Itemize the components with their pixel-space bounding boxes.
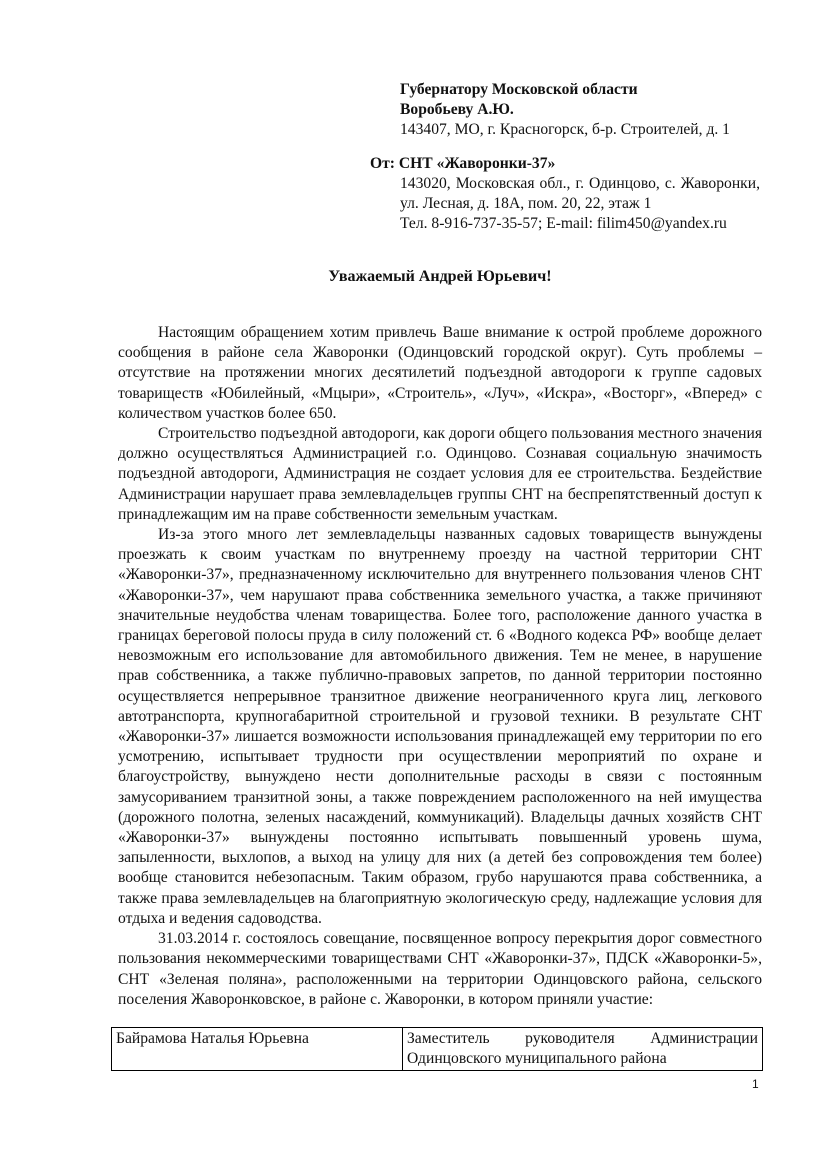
greeting: Уважаемый Андрей Юрьевич! <box>328 268 552 285</box>
page-number: 1 <box>752 1077 759 1091</box>
paragraph: 31.03.2014 г. состоялось совещание, посвященное вопросу перекрытия дорог совместного пользования некоммерческими товариществами СНТ «Жаворонки-37», ПДСК «Жаворонки-5», СНТ «Зеленая поляна», расположенными на территории Одинцовского района, сельского поселения Жаворонковское, в районе с. Жаворонки, в котором приняли участие: <box>118 930 762 1008</box>
addressee-address: 143407, МО, г. Красногорск, б-р. Строителей, д. 1 <box>400 121 730 138</box>
participant-position: Заместитель руководителя Администрации Одинцовского муниципального района <box>403 1028 763 1071</box>
addressee-title: Губернатору Московской области <box>400 81 638 98</box>
paragraph: Из-за этого много лет землевладельцы названных садовых товариществ вынуждены проезжать к своим участкам по внутреннему проезду на частной территории СНТ «Жаворонки-37», предназначенному исключительно для внутреннего пользования членов СНТ «Жаворонки-37», чем нарушают права собственника земельного участка, а также причиняют значительные неудобства членам товарищества. Более того, расположение данного участка в границах береговой полосы пруда в силу положений ст. 6 «Водного кодекса РФ» вообще делает невозможным его использование для автомобильного движения. Тем не менее, в нарушение прав собственника, а также публично-правовых запретов, по данной территории постоянно осуществляется непрерывное транзитное движение неограниченного круга лиц, легкового автотранспорта, крупногабаритной строительной и грузовой техники. В результате СНТ «Жаворонки-37» лишается возможности использования принадлежащей ему территории по его усмотрению, испытывает трудности при осуществлении мероприятий по охране и благоустройству, вынуждено нести дополнительные расходы в связи с постоянным замусориванием транзитной зоны, а также повреждением расположенного на ней имущества (дорожного полотна, зеленых насаждений, коммуникаций). Владельцы дачных хозяйств СНТ «Жаворонки-37» вынуждены постоянно испытывать повышенный уровень шума, запыленности, выхлопов, а выход на улицу для них (а детей без сопровождения тем более) вообще становится небезопасным. Таким образом, грубо нарушаются права собственника, а также права землевладельцев на благоприятную экологическую среду, надлежащие условия для отдыха и ведения садоводства. <box>118 526 762 927</box>
paragraph: Настоящим обращением хотим привлечь Ваше внимание к острой проблеме дорожного сообщения в районе села Жаворонки (Одинцовский городской округ). Суть проблемы – отсутствие на протяжении многих десятилетий подъездной автодороги к группе садовых товариществ «Юбилейный, «Мцыри», «Строитель», «Луч», «Искра», «Восторг», «Вперед» с количеством участков более 650. <box>118 324 762 422</box>
sender-contacts: Тел. 8-916-737-35-57; E-mail: filim450@yandex.ru <box>400 215 727 232</box>
sender-block <box>370 154 760 234</box>
sender-address: 143020, Московская обл., г. Одинцово, с. Жаворонки, ул. Лесная, д. 18А, пом. 20, 22, этаж 1 <box>400 175 760 212</box>
paragraph: Строительство подъездной автодороги, как дороги общего пользования местного значения должно осуществляться Администрацией г.о. Одинцово. Сознавая социальную значимость подъездной автодороги, Администрация не создает условия для ее строительства. Бездействие Администрации нарушает права землевладельцев группы СНТ на беспрепятственный доступ к принадлежащим им на праве собственности земельным участкам. <box>118 425 762 523</box>
addressee-block <box>400 80 760 140</box>
addressee-name: Воробьеву А.Ю. <box>400 101 514 118</box>
sender-title: От: СНТ «Жаворонки-37» <box>370 155 556 172</box>
participants-table <box>111 1027 763 1071</box>
letter-body <box>118 323 762 1010</box>
participant-name: Байрамова Наталья Юрьевна <box>112 1028 403 1071</box>
table-row <box>112 1028 763 1071</box>
